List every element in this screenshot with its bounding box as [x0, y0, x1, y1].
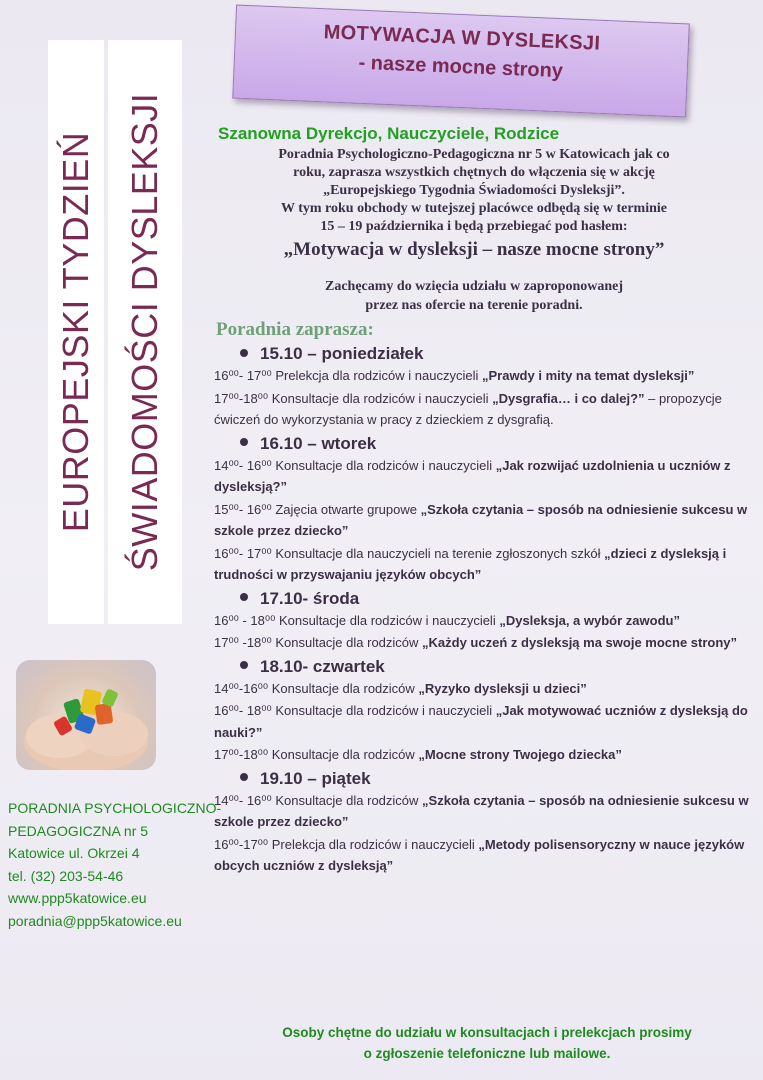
bullet-icon: [240, 661, 248, 669]
schedule: [214, 344, 754, 877]
invite-line: Zachęcamy do wzięcia udziału w zaproponowanej: [324, 279, 623, 294]
intro-line: „Europejskiego Tygodnia Świadomości Dysleksji”.: [323, 183, 625, 198]
intro-paragraph: [214, 146, 734, 236]
day-heading: [240, 769, 754, 789]
day-heading: [240, 344, 754, 364]
event-time: 17⁰⁰-18⁰⁰: [214, 747, 269, 762]
event-time: 16⁰⁰-17⁰⁰: [214, 836, 269, 852]
contact-email[interactable]: poradnia@ppp5katowice.eu: [8, 912, 182, 929]
day-label: 17.10- środa: [260, 588, 360, 608]
event-item: [214, 744, 754, 766]
day-heading: [240, 434, 754, 454]
banner-title: MOTYWACJA W DYSLEKSJI: [323, 21, 601, 55]
event-title: „Jak rozwijać uzdolnienia u uczniów z dysleksją?”: [214, 457, 731, 494]
event-item: [214, 678, 754, 700]
event-text: Konsultacje dla rodziców i nauczycieli: [275, 612, 500, 628]
footer-note: [222, 1022, 752, 1064]
event-title: „Metody polisensoryczny w nauce języków obcych uczniów z dysleksją”: [214, 836, 745, 873]
event-item: [214, 543, 754, 586]
event-time: 14⁰⁰- 16⁰⁰: [214, 792, 272, 808]
day-heading: [240, 657, 754, 677]
intro-line: 15 – 19 października i będą przebiegać pod hasłem:: [320, 219, 628, 234]
day-label: 19.10 – piątek: [260, 768, 371, 788]
day-label: 16.10 – wtorek: [260, 433, 377, 453]
title-banner: [232, 5, 690, 118]
event-time: 16⁰⁰- 18⁰⁰: [214, 703, 272, 718]
bullet-icon: [240, 593, 248, 601]
contact-website[interactable]: www.ppp5katowice.eu: [8, 890, 147, 907]
event-item: [214, 388, 754, 431]
hands-letters-image: [16, 660, 156, 770]
event-item: [214, 632, 754, 654]
event-title: „Każdy uczeń z dysleksją ma swoje mocne strony”: [422, 635, 738, 650]
event-title: „Prawdy i mity na temat dysleksji”: [481, 368, 695, 383]
intro-line: roku, zaprasza wszystkich chętnych do włączenia się w akcję: [293, 165, 655, 180]
side-text-week: EUROPEJSKI TYDZIEŃ: [55, 131, 96, 533]
greeting: Szanowna Dyrekcjo, Nauczyciele, Rodzice: [218, 124, 560, 143]
invite-line: przez nas ofercie na terenie poradni.: [365, 298, 583, 313]
event-title: „dzieci z dysleksją i trudności w przyswajaniu języków obcych”: [214, 545, 727, 582]
event-text: Konsultacje dla rodziców: [268, 680, 419, 696]
side-panel-awareness: [108, 40, 182, 624]
contact-name-line1: PORADNIA PSYCHOLOGICZNO-: [8, 800, 222, 816]
event-title: „Szkoła czytania – sposób na odniesienie sukcesu w szkole przez dziecko”: [214, 792, 749, 829]
event-time: 15⁰⁰- 16⁰⁰: [214, 501, 272, 517]
event-item: [214, 610, 754, 632]
invites-heading: Poradnia zaprasza:: [216, 319, 374, 340]
contact-address: Katowice ul. Okrzei 4: [8, 845, 140, 862]
day-label: 18.10- czwartek: [260, 656, 385, 676]
event-title: „Dysgrafia… i co dalej?”: [492, 390, 645, 406]
event-time: 17⁰⁰-18⁰⁰: [214, 390, 269, 406]
banner-subtitle: - nasze mocne strony: [358, 51, 564, 83]
slogan: „Motywacja w dysleksji – nasze mocne strony”: [283, 239, 665, 260]
event-title: „Jak motywować uczniów z dysleksją do nauki?”: [214, 703, 748, 740]
bullet-icon: [240, 773, 248, 781]
event-time: 14⁰⁰- 16⁰⁰: [214, 457, 272, 473]
intro-line: Poradnia Psychologiczno-Pedagogiczna nr 5 w Katowicach jak co: [278, 147, 670, 162]
event-item: [214, 499, 754, 542]
event-item: [214, 365, 754, 387]
event-text: Konsultacje dla rodziców: [268, 747, 419, 762]
event-text: Konsultacje dla rodziców i nauczycieli: [268, 390, 493, 406]
main-content: [214, 124, 754, 877]
invite-paragraph: [214, 277, 734, 315]
event-time: 14⁰⁰-16⁰⁰: [214, 680, 269, 696]
bullet-icon: [240, 349, 248, 357]
event-item: [214, 790, 754, 833]
event-text: Konsultacje dla rodziców i nauczycieli: [271, 703, 496, 718]
contact-name-line2: PEDAGOGICZNA nr 5: [8, 822, 149, 839]
event-text: Prelekcja dla rodziców i nauczycieli: [271, 368, 482, 383]
event-time: 16⁰⁰ - 18⁰⁰: [214, 612, 276, 628]
event-text: Konsultacje dla nauczycieli na terenie zgłoszonych szkół: [271, 545, 605, 561]
event-item: [214, 700, 754, 743]
event-text: Konsultacje dla rodziców: [271, 635, 423, 650]
event-text: Prelekcja dla rodziców i nauczycieli: [268, 836, 479, 852]
footer-line: o zgłoszenie telefoniczne lub mailowe.: [363, 1046, 611, 1061]
event-item: [214, 834, 754, 877]
event-after: – propozycje ćwiczeń do wykorzystania w pracy z dzieckiem z dysgrafią.: [214, 390, 722, 427]
event-time: 16⁰⁰- 17⁰⁰: [214, 545, 272, 561]
event-text: Konsultacje dla rodziców i nauczycieli: [271, 457, 496, 473]
contact-block: [8, 797, 223, 933]
event-title: „Dysleksja, a wybór zawodu”: [499, 612, 680, 628]
event-text: Konsultacje dla rodziców: [271, 792, 423, 808]
event-title: „Mocne strony Twojego dziecka”: [418, 747, 622, 762]
event-item: [214, 455, 754, 498]
event-text: Zajęcia otwarte grupowe: [271, 501, 421, 517]
event-title: „Szkoła czytania – sposób na odniesienie sukcesu w szkole przez dziecko”: [214, 501, 748, 538]
side-text-awareness: ŚWIADOMOŚCI DYSLEKSJI: [124, 92, 165, 572]
intro-line: W tym roku obchody w tutejszej placówce odbędą się w terminie: [280, 201, 667, 216]
event-title: „Ryzyko dysleksji u dzieci”: [418, 680, 587, 696]
event-time: 16⁰⁰- 17⁰⁰: [214, 368, 272, 383]
day-heading: [240, 589, 754, 609]
event-time: 17⁰⁰ -18⁰⁰: [214, 635, 272, 650]
day-label: 15.10 – poniedziałek: [260, 344, 424, 363]
bullet-icon: [240, 438, 248, 446]
footer-line: Osoby chętne do udziału w konsultacjach i prelekcjach prosimy: [282, 1025, 692, 1040]
contact-phone: tel. (32) 203-54-46: [8, 867, 124, 884]
side-panel-week: [48, 40, 104, 624]
